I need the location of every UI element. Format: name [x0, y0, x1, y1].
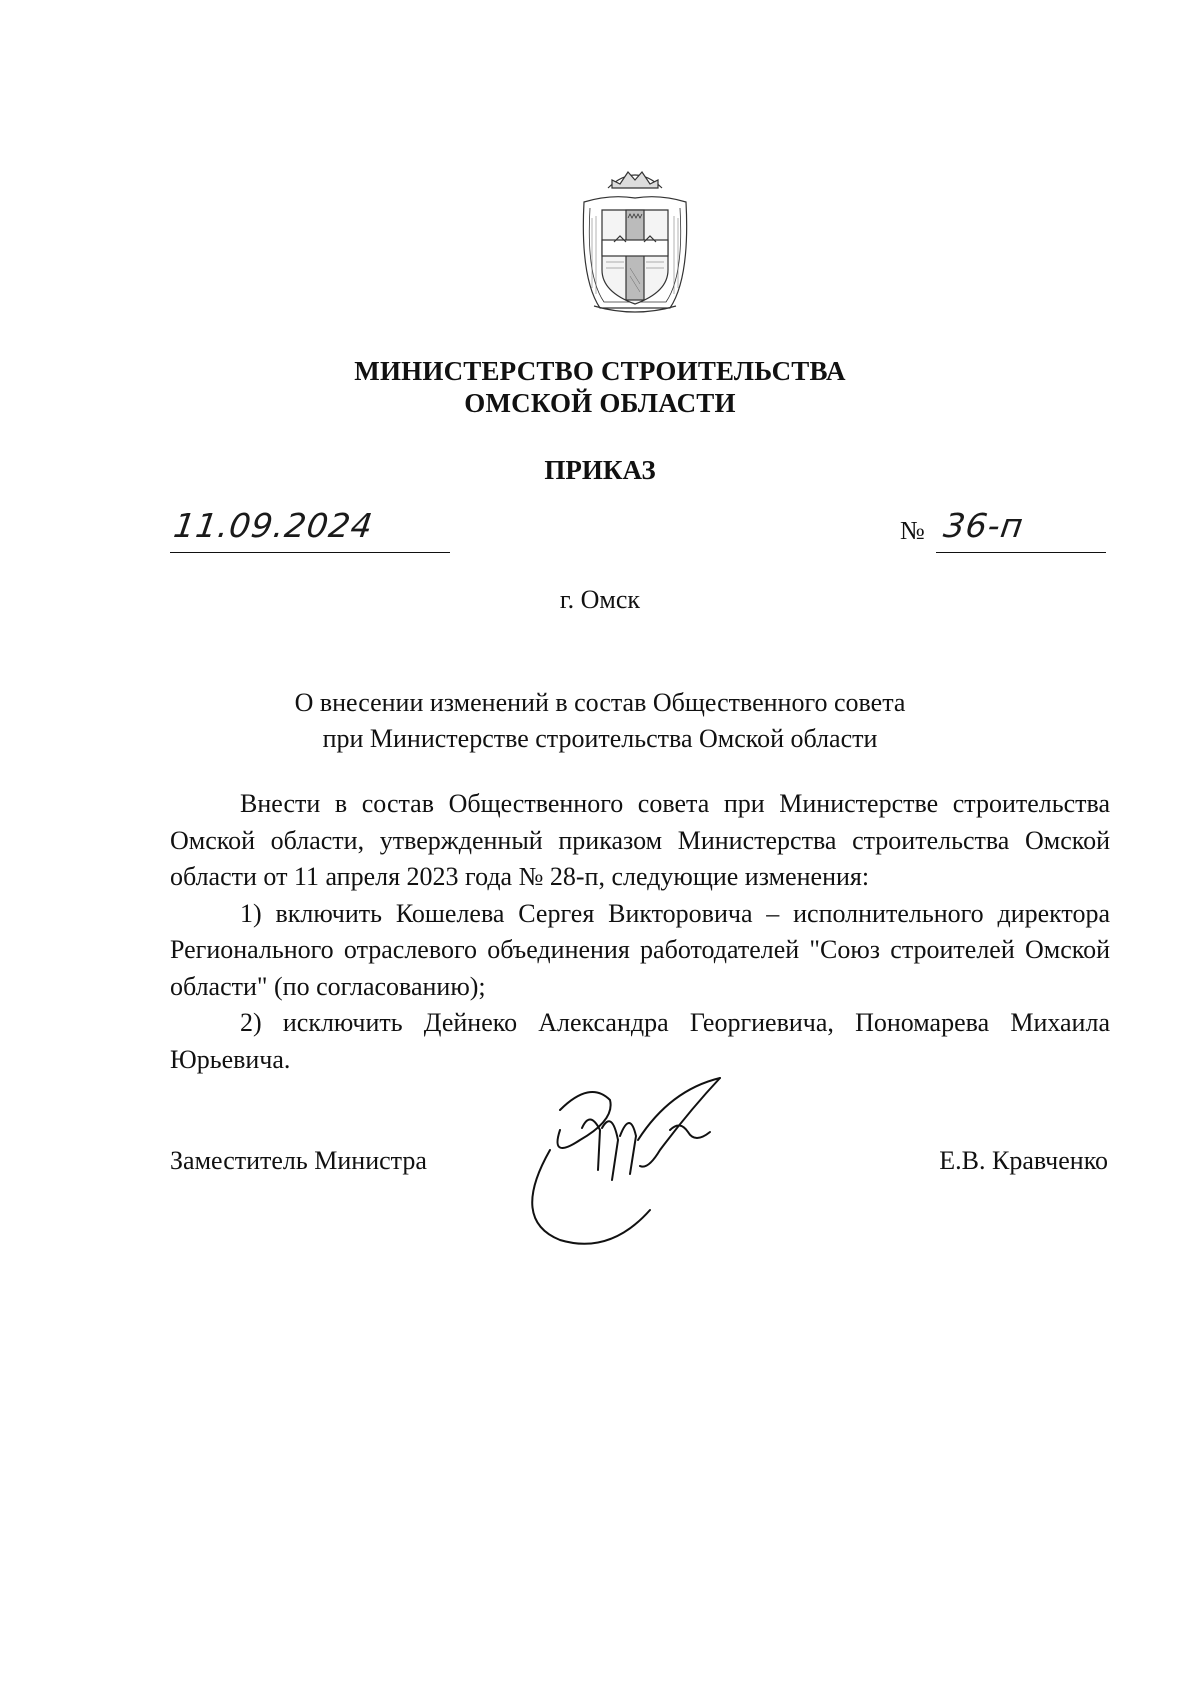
order-subject: [0, 685, 1200, 757]
city: г. Омск: [559, 585, 641, 614]
body-paragraph: 1) включить Кошелева Сергея Викторовича – исполнительного директора Регионального отраслевого объединения работодателей "Союз строителей Омской области" (по согласованию);: [170, 898, 1110, 1001]
subject-line-1: О внесении изменений в состав Общественного совета: [294, 688, 906, 717]
coat-of-arms-icon: [570, 158, 700, 320]
document-type: ПРИКАЗ: [544, 455, 656, 485]
body-paragraph: 2) исключить Дейнеко Александра Георгиевича, Пономарева Михаила Юрьевича.: [170, 1008, 1110, 1074]
ministry-name-line-1: МИНИСТЕРСТВО СТРОИТЕЛЬСТВА: [354, 356, 846, 386]
number-field: [936, 506, 1106, 553]
order-body: [170, 786, 1110, 1078]
order-number: 36-п: [941, 506, 1027, 545]
subject-line-2: при Министерстве строительства Омской области: [322, 724, 878, 753]
body-paragraph: Внести в состав Общественного совета при Министерстве строительства Омской области, утвержденный приказом Министерства строительства Омской области от 11 апреля 2023 года № 28-п, следующие изменения:: [170, 789, 1110, 891]
date-field: [170, 506, 450, 553]
signatory-name: Е.В. Кравченко: [939, 1146, 1108, 1175]
signatory-title: Заместитель Министра: [170, 1146, 427, 1175]
number-label: №: [900, 516, 925, 545]
signature-icon: [520, 1070, 780, 1260]
order-date: 11.09.2024: [171, 506, 376, 545]
ministry-name-line-2: ОМСКОЙ ОБЛАСТИ: [464, 388, 736, 418]
